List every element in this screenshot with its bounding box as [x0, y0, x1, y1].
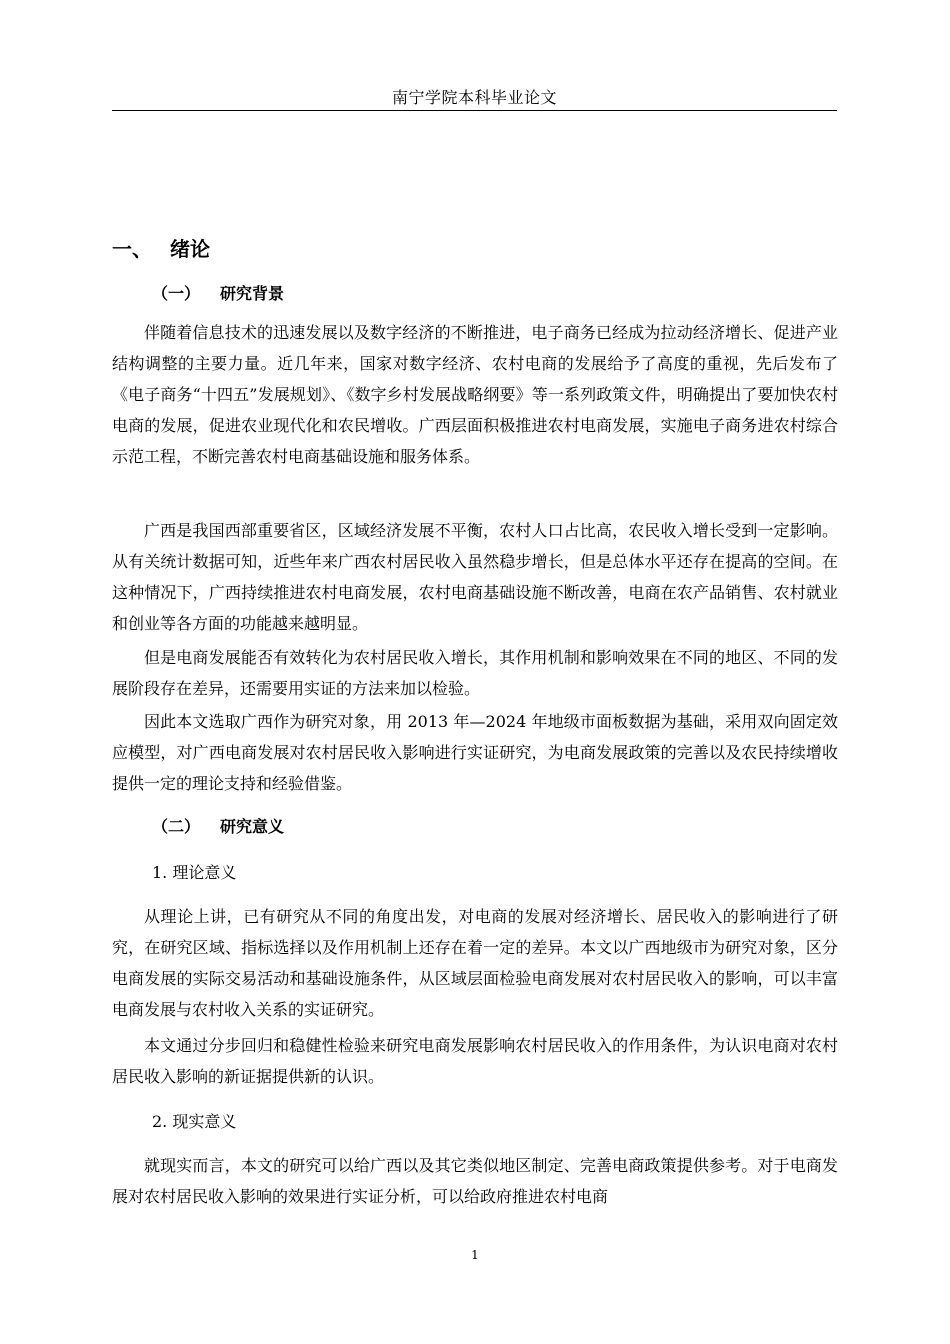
- running-header: 南宁学院本科毕业论文: [391, 88, 557, 107]
- subsection-number: （二）: [152, 817, 201, 836]
- paragraph-theory-1: 从理论上讲，已有研究从不同的角度出发，对电商的发展对经济增长、居民收入的影响进行了研究，在研究区域、指标选择以及作用机制上还存在着一定的差异。本文以广西地级市为研究对象，区分电商发展的实际交易活动和基础设施条件，从区域层面检验电商发展对农村居民收入的影响，可以丰富电商发展与农村收入关系的实证研究。: [112, 907, 838, 1019]
- header-rule: [112, 110, 837, 111]
- subsection-title: 研究背景: [220, 284, 285, 303]
- subsection-number: （一）: [152, 284, 201, 303]
- theory-heading: 1. 理论意义: [152, 863, 237, 882]
- section-number: 一、: [112, 237, 152, 261]
- subsection-heading-significance: [152, 816, 284, 838]
- paragraph-background-1: 伴随着信息技术的迅速发展以及数字经济的不断推进，电子商务已经成为拉动经济增长、促进产业结构调整的主要力量。近几年来，国家对数字经济、农村电商的发展给予了高度的重视，先后发布了《电子商务“十四五”发展规划》、《数字乡村发展战略纲要》等一系列政策文件，明确提出了要加快农村电商的发展，促进农业现代化和农民增收。广西层面积极推进农村电商发展，实施电子商务进农村综合示范工程，不断完善农村电商基础设施和服务体系。: [112, 323, 838, 466]
- subsection-title: 研究意义: [220, 817, 285, 836]
- section-heading-introduction: [112, 235, 210, 263]
- paragraph-background-2: 广西是我国西部重要省区，区域经济发展不平衡，农村人口占比高，农民收入增长受到一定影响。从有关统计数据可知，近些年来广西农村居民收入虽然稳步增长，但是总体水平还存在提高的空间。在这种情况下，广西持续推进农村电商发展，农村电商基础设施不断改善，电商在农产品销售、农村就业和创业等各方面的功能越来越明显。: [112, 521, 838, 633]
- page-number: 1: [471, 1248, 479, 1262]
- section-title: 绪论: [170, 237, 210, 261]
- subsection-heading-background: [152, 283, 284, 305]
- practice-heading: 2. 现实意义: [152, 1112, 237, 1131]
- paragraph-background-4: 因此本文选取广西作为研究对象，用 2013 年—2024 年地级市面板数据为基础，采用双向固定效应模型，对广西电商发展对农村居民收入影响进行实证研究，为电商发展政策的完善以及农民持续增收提供一定的理论支持和经验借鉴。: [112, 712, 838, 793]
- paragraph-practice-1: 就现实而言，本文的研究可以给广西以及其它类似地区制定、完善电商政策提供参考。对于电商发展对农村居民收入影响的效果进行实证分析，可以给政府推进农村电商: [112, 1156, 838, 1206]
- paragraph-background-3: 但是电商发展能否有效转化为农村居民收入增长，其作用机制和影响效果在不同的地区、不同的发展阶段存在差异，还需要用实证的方法来加以检验。: [112, 648, 838, 698]
- paragraph-theory-2: 本文通过分步回归和稳健性检验来研究电商发展影响农村居民收入的作用条件，为认识电商对农村居民收入影响的新证据提供新的认识。: [112, 1036, 838, 1086]
